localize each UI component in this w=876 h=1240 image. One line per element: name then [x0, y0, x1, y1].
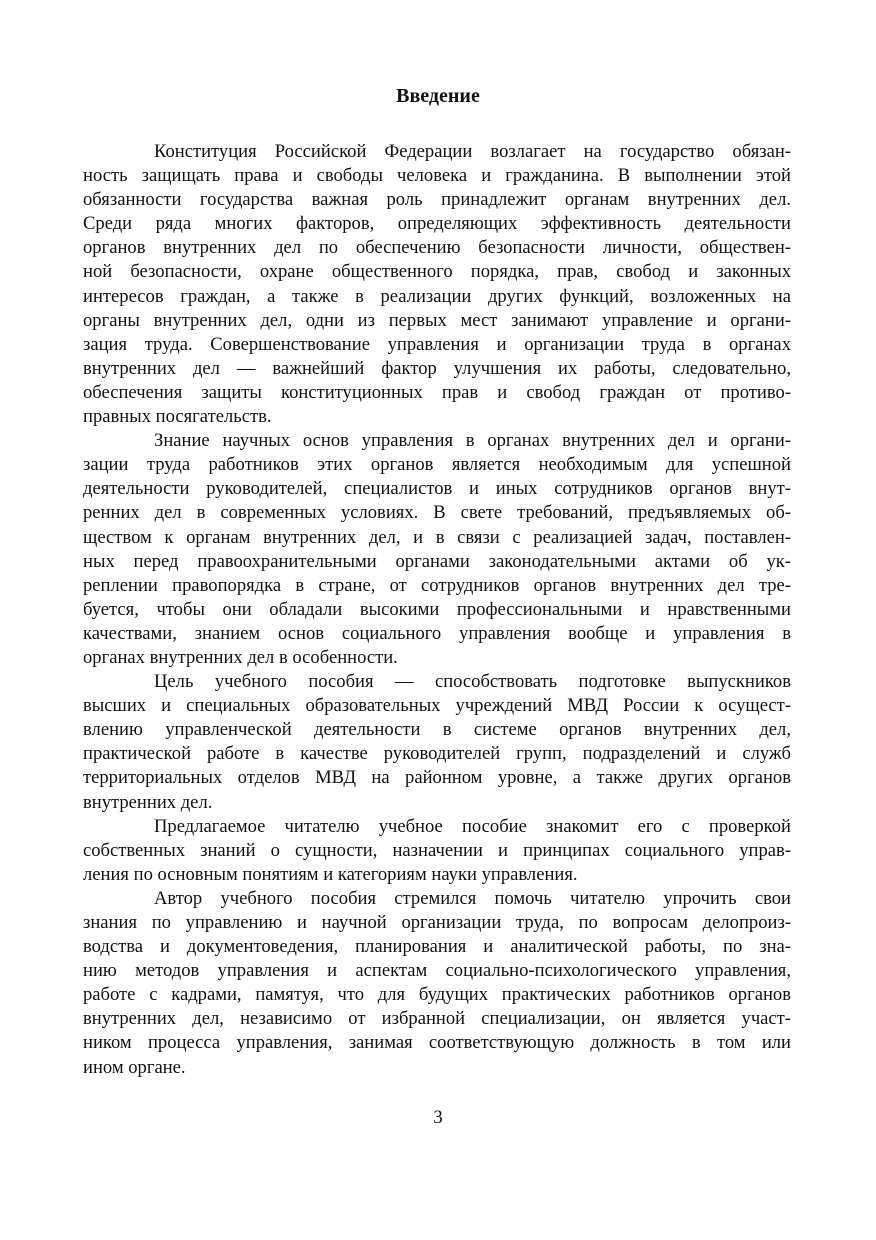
page-number: 3	[433, 1107, 443, 1128]
paragraph	[83, 887, 791, 1080]
paragraph	[83, 429, 791, 670]
text-line: ренних дел в современных условиях. В свете требований, предъявляемых об-	[83, 502, 791, 524]
text-line: ной безопасности, охране общественного порядка, прав, свобод и законных	[83, 261, 791, 283]
text-line: правных посягательств.	[83, 406, 272, 428]
text-line: зации труда работников этих органов является необходимым для успешной	[83, 454, 791, 476]
text-line: собственных знаний о сущности, назначении и принципах социального управ-	[83, 839, 791, 861]
text-line: ником процесса управления, занимая соответствующую должность в том или	[83, 1032, 791, 1054]
text-line: качествами, знанием основ социального управления вообще и управления в	[83, 622, 791, 644]
text-line: Среди ряда многих факторов, определяющих эффективность деятельности	[83, 213, 791, 235]
text-line: нию методов управления и аспектам социально-психологического управления,	[83, 960, 791, 982]
text-line: ления по основным понятиям и категориям науки управления.	[83, 863, 578, 885]
text-line: обязанности государства важная роль принадлежит органам внутренних дел.	[83, 189, 791, 211]
text-line: обеспечения защиты конституционных прав и свобод граждан от противо-	[83, 381, 791, 403]
paragraph	[83, 140, 791, 429]
text-line: Конституция Российской Федерации возлагает на государство обязан-	[154, 141, 791, 162]
text-line: Цель учебного пособия — способствовать подготовке выпускников	[154, 671, 791, 693]
text-line: внутренних дел — важнейший фактор улучшения их работы, следовательно,	[83, 357, 791, 379]
text-line: Предлагаемое читателю учебное пособие знакомит его с проверкой	[154, 815, 791, 837]
body-text	[83, 140, 791, 1080]
text-line: водства и документоведения, планирования и аналитической работы, по зна-	[83, 936, 791, 958]
text-line: деятельности руководителей, специалистов и иных сотрудников органов внут-	[83, 478, 791, 500]
text-line: знания по управлению и научной организации труда, по вопросам делопроиз-	[83, 912, 791, 933]
text-line: внутренних дел.	[83, 791, 213, 813]
paragraph	[83, 815, 791, 887]
text-line: ином органе.	[83, 1056, 186, 1078]
text-line: органов внутренних дел по обеспечению безопасности личности, обществен-	[83, 237, 791, 259]
text-line: влению управленческой деятельности в системе органов внутренних дел,	[83, 719, 791, 741]
text-line: зация труда. Совершенствование управления и организации труда в органах	[83, 333, 791, 355]
text-line: внутренних дел, независимо от избранной специализации, он является участ-	[83, 1008, 791, 1030]
text-line: практической работе в качестве руководителей групп, подразделений и служб	[83, 743, 791, 765]
text-line: реплении правопорядка в стране, от сотрудников органов внутренних дел тре-	[83, 574, 791, 596]
text-line: ных перед правоохранительными органами законодательными актами об ук-	[83, 550, 791, 572]
text-line: работе с кадрами, памятуя, что для будущих практических работников органов	[83, 984, 791, 1006]
paragraph	[83, 670, 791, 815]
text-line: высших и специальных образовательных учреждений МВД России к осущест-	[83, 695, 791, 717]
text-line: Автор учебного пособия стремился помочь читателю упрочить свои	[154, 887, 791, 909]
text-line: Знание научных основ управления в органах внутренних дел и органи-	[154, 430, 791, 452]
text-line: ность защищать права и свободы человека и гражданина. В выполнении этой	[83, 165, 791, 187]
text-line: органах внутренних дел в особенности.	[83, 646, 398, 668]
page-title: Введение	[396, 85, 480, 107]
text-line: буется, чтобы они обладали высокими профессиональными и нравственными	[83, 598, 791, 620]
text-line: ществом к органам внутренних дел, и в связи с реализацией задач, поставлен-	[83, 526, 791, 548]
text-line: интересов граждан, а также в реализации других функций, возложенных на	[83, 285, 791, 307]
text-line: органы внутренних дел, одни из первых мест занимают управление и органи-	[83, 309, 791, 331]
text-line: территориальных отделов МВД на районном уровне, а также других органов	[83, 767, 791, 789]
